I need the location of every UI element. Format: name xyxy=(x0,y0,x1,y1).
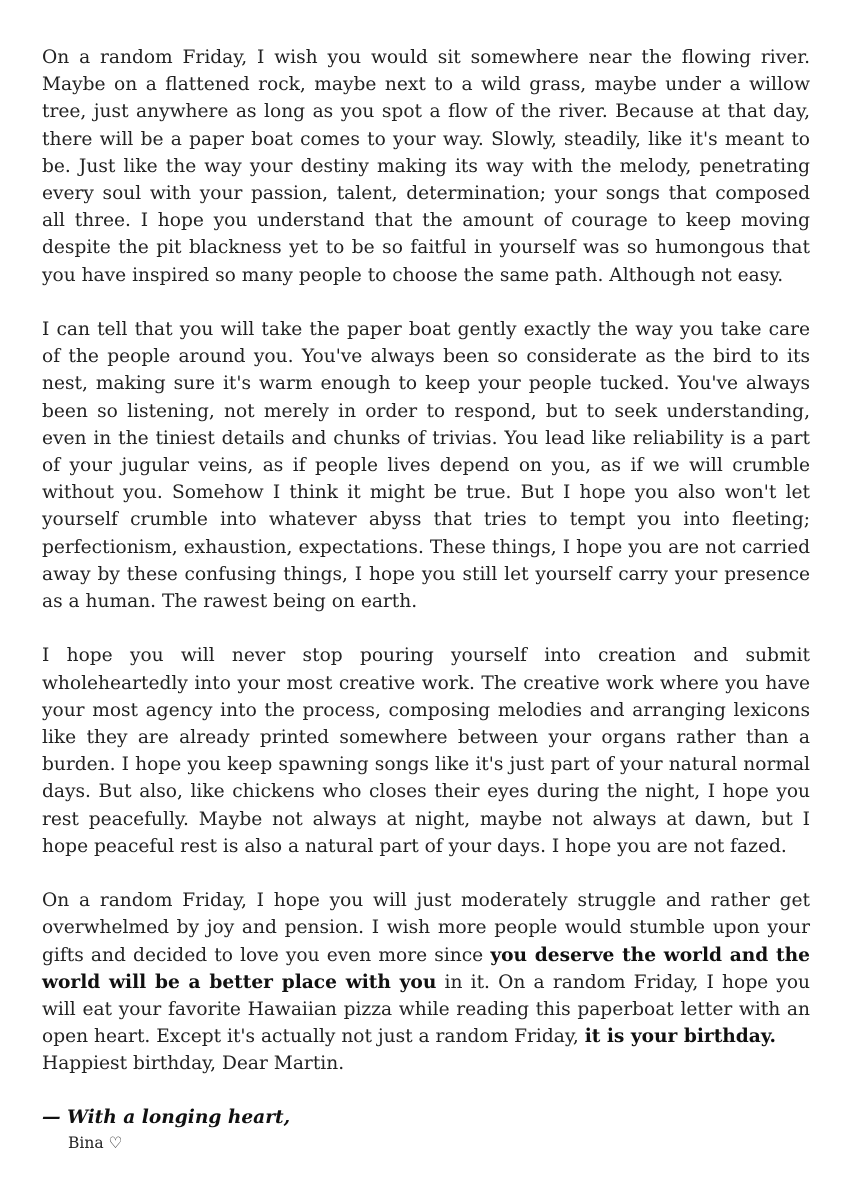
paragraph-4-text-1: On a random Friday, I hope you will just moderately struggle and rather get overwhelmed by joy and pension. I wish more people would stumble upon your gifts and decided to love you even more since xyxy=(42,890,810,966)
letter-page xyxy=(42,44,810,1155)
signature: Bina ♡ xyxy=(68,1133,123,1152)
paragraph-4-bold-1: you deserve the world and the world will be a better place with you xyxy=(42,944,810,993)
paragraph-4-bold-2: it is your birthday. xyxy=(584,1026,776,1048)
letter-paragraph-2: I can tell that you will take the paper boat gently exactly the way you take care of the people around you. You've always been so considerate as the bird to its nest, making sure it's warm enough to keep your people tucked. You've always been so listening, not merely in order to respond, but to seek understanding, even in the tiniest details and chunks of trivias. You lead like reliability is a part of your jugular veins, as if people lives depend on you, as if we will crumble without you. Somehow I think it might be true. But I hope you also won't let yourself crumble into whatever abyss that tries to tempt you into fleeting; perfectionism, exhaustion, expectations. These things, I hope you are not carried away by these confusing things, I hope you still let yourself carry your presence as a human. The rawest being on earth. xyxy=(42,319,810,613)
birthday-line: Happiest birthday, Dear Martin. xyxy=(42,1053,345,1075)
letter-paragraph-4 xyxy=(42,887,810,1050)
closing-line: — With a longing heart, xyxy=(42,1106,291,1128)
letter-paragraph-3: I hope you will never stop pouring yourself into creation and submit wholeheartedly into your most creative work. The creative work where you have your most agency into the process, composing melodies and arranging lexicons like they are already printed somewhere between your organs rather than a burden. I hope you keep spawning songs like it's just part of your natural normal days. But also, like chickens who closes their eyes during the night, I hope you rest peacefully. Maybe not always at night, maybe not always at dawn, but I hope peaceful rest is also a natural part of your days. I hope you are not fazed. xyxy=(42,645,810,857)
letter-paragraph-1: On a random Friday, I wish you would sit somewhere near the flowing river. Maybe on a flattened rock, maybe next to a wild grass, maybe under a willow tree, just anywhere as long as you spot a flow of the river. Because at that day, there will be a paper boat comes to your way. Slowly, steadily, like it's meant to be. Just like the way your destiny making its way with the melody, penetrating every soul with your passion, talent, determination; your songs that composed all three. I hope you understand that the amount of courage to keep moving despite the pit blackness yet to be so faitful in yourself was so humongous that you have inspired so many people to choose the same path. Although not easy. xyxy=(42,47,810,286)
paragraph-4-text-2: in it. On a random Friday, I hope you will eat your favorite Hawaiian pizza while reading this paperboat letter with an open heart. Except it's actually not just a random Friday, xyxy=(42,971,810,1048)
